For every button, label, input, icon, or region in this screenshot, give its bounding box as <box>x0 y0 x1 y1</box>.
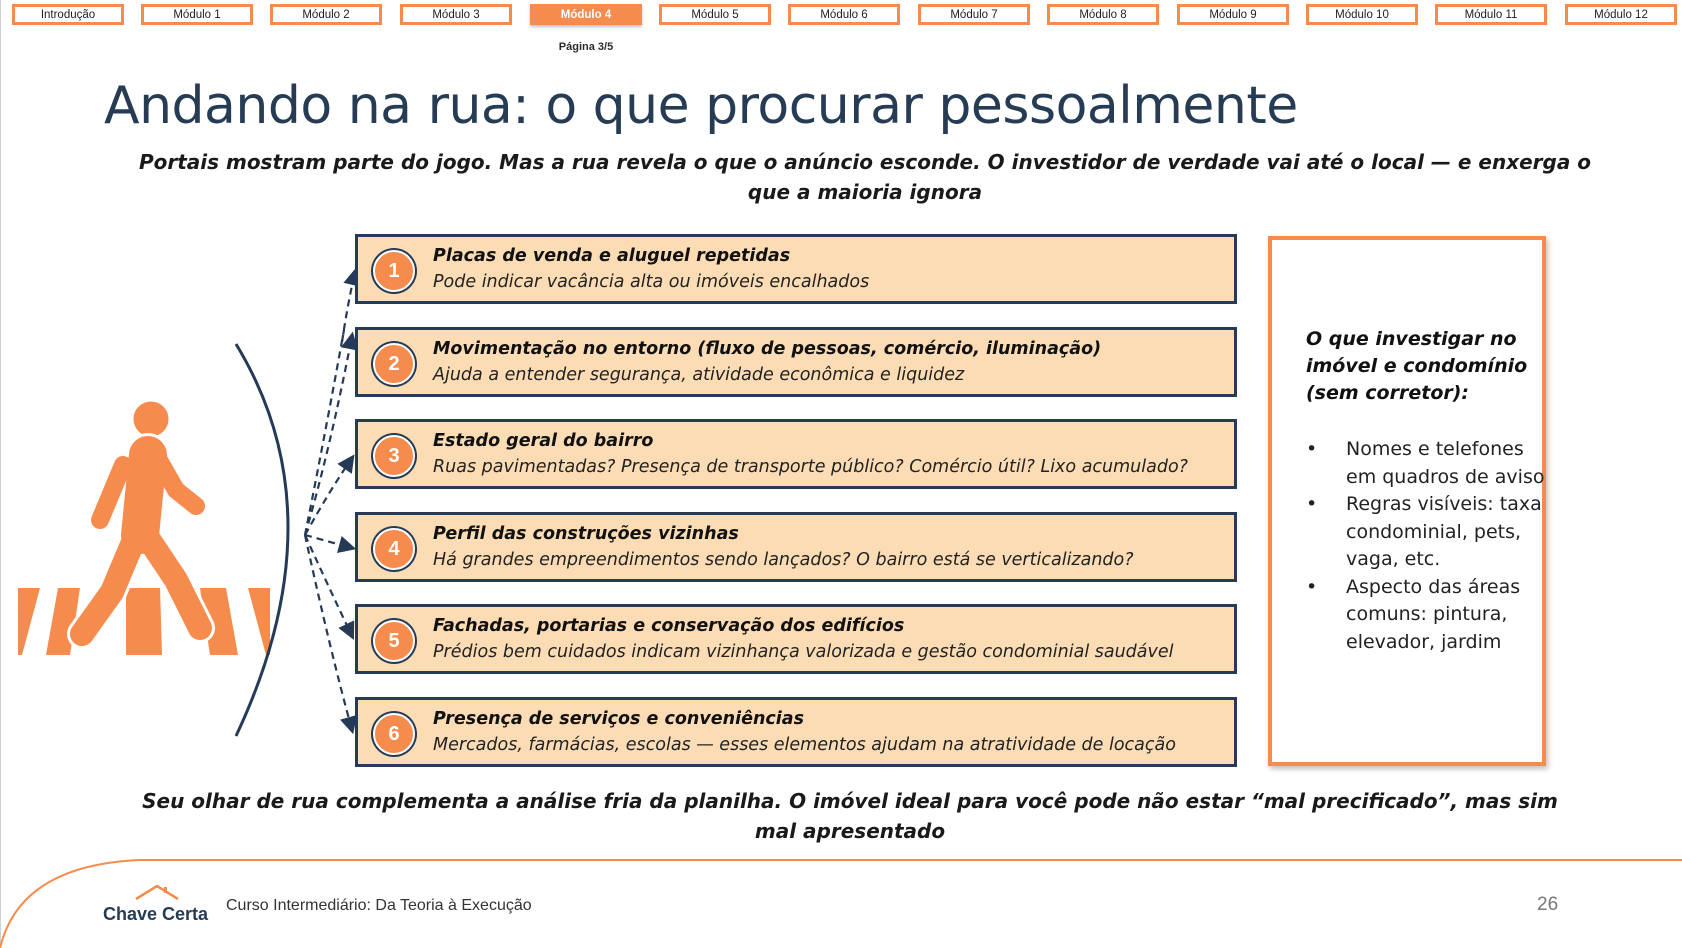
card-description: Ajuda a entender segurança, atividade econômica e liquidez <box>433 365 965 385</box>
card-title: Placas de venda e aluguel repetidas <box>433 246 791 266</box>
list-item: • Regras visíveis: taxa condominial, pets, vaga, etc. <box>1306 491 1546 574</box>
number-badge: 1 <box>373 250 415 292</box>
card-description: Ruas pavimentadas? Presença de transporte público? Comércio útil? Lixo acumulado? <box>433 457 1188 477</box>
nav-modulo-3[interactable]: Módulo 3 <box>400 4 512 25</box>
nav-modulo-6[interactable]: Módulo 6 <box>788 4 900 25</box>
number-badge: 3 <box>373 435 415 477</box>
nav-modulo-12[interactable]: Módulo 12 <box>1565 4 1677 25</box>
card-title: Fachadas, portarias e conservação dos edifícios <box>433 616 905 636</box>
number-badge: 4 <box>373 528 415 570</box>
number-badge: 5 <box>373 620 415 662</box>
nav-modulo-5[interactable]: Módulo 5 <box>659 4 771 25</box>
card-title: Presença de serviços e conveniências <box>433 709 804 729</box>
checklist-card-1 <box>355 234 1237 304</box>
nav-modulo-7[interactable]: Módulo 7 <box>918 4 1030 25</box>
card-description: Pode indicar vacância alta ou imóveis encalhados <box>433 272 870 292</box>
page-title: Andando na rua: o que procurar pessoalmente <box>104 76 1298 136</box>
card-description: Mercados, farmácias, escolas — esses elementos ajudam na atratividade de locação <box>433 735 1176 755</box>
nav-modulo-1[interactable]: Módulo 1 <box>141 4 253 25</box>
checklist-card-4 <box>355 512 1237 582</box>
nav-introducao[interactable]: Introdução <box>12 4 124 25</box>
number-badge: 2 <box>373 343 415 385</box>
card-description: Prédios bem cuidados indicam vizinhança valorizada e gestão condominial saudável <box>433 642 1174 662</box>
house-roof-icon <box>134 883 180 901</box>
pedestrian-illustration <box>0 330 360 750</box>
nav-modulo-10[interactable]: Módulo 10 <box>1306 4 1418 25</box>
nav-modulo-2[interactable]: Módulo 2 <box>270 4 382 25</box>
nav-modulo-8[interactable]: Módulo 8 <box>1047 4 1159 25</box>
nav-modulo-9[interactable]: Módulo 9 <box>1177 4 1289 25</box>
dashed-arrow-icon <box>305 330 354 730</box>
card-description: Há grandes empreendimentos sendo lançados? O bairro está se verticalizando? <box>433 550 1134 570</box>
checklist-card-3 <box>355 419 1237 489</box>
field-of-view-arc <box>236 344 288 736</box>
number-badge: 6 <box>373 713 415 755</box>
investigation-list <box>1306 436 1546 656</box>
crosswalk-icon <box>18 588 270 655</box>
slide-number: 26 <box>1537 894 1559 915</box>
card-title: Movimentação no entorno (fluxo de pessoas, comércio, iluminação) <box>433 339 1102 359</box>
list-item: • Aspecto das áreas comuns: pintura, elevador, jardim <box>1306 574 1546 657</box>
nav-modulo-4[interactable]: Módulo 4 <box>530 4 642 25</box>
card-title: Estado geral do bairro <box>433 431 654 451</box>
page-indicator: Página 3/5 <box>558 41 614 53</box>
list-item: • Nomes e telefones em quadros de aviso <box>1306 436 1546 491</box>
nav-modulo-11[interactable]: Módulo 11 <box>1435 4 1547 25</box>
checklist-card-5 <box>355 604 1237 674</box>
conclusion-text: Seu olhar de rua complementa a análise fria da planilha. O imóvel ideal para você pode não estar “mal precificado”, mas sim mal apresentado <box>142 789 1558 843</box>
investigation-box <box>1268 236 1546 766</box>
arrow-to-card-1 <box>300 262 360 342</box>
checklist-card-6 <box>355 697 1237 767</box>
card-title: Perfil das construções vizinhas <box>433 524 739 544</box>
page-subtitle: Portais mostram parte do jogo. Mas a rua revela o que o anúncio esconde. O investidor de verdade vai até o local — e enxerga o que a maioria ignora <box>138 150 1592 204</box>
checklist-card-2 <box>355 327 1237 397</box>
course-name: Curso Intermediário: Da Teoria à Execução <box>226 897 532 914</box>
investigation-heading: O que investigar no imóvel e condomínio (sem corretor): <box>1306 328 1528 404</box>
brand-logo: Chave Certa <box>103 904 209 924</box>
